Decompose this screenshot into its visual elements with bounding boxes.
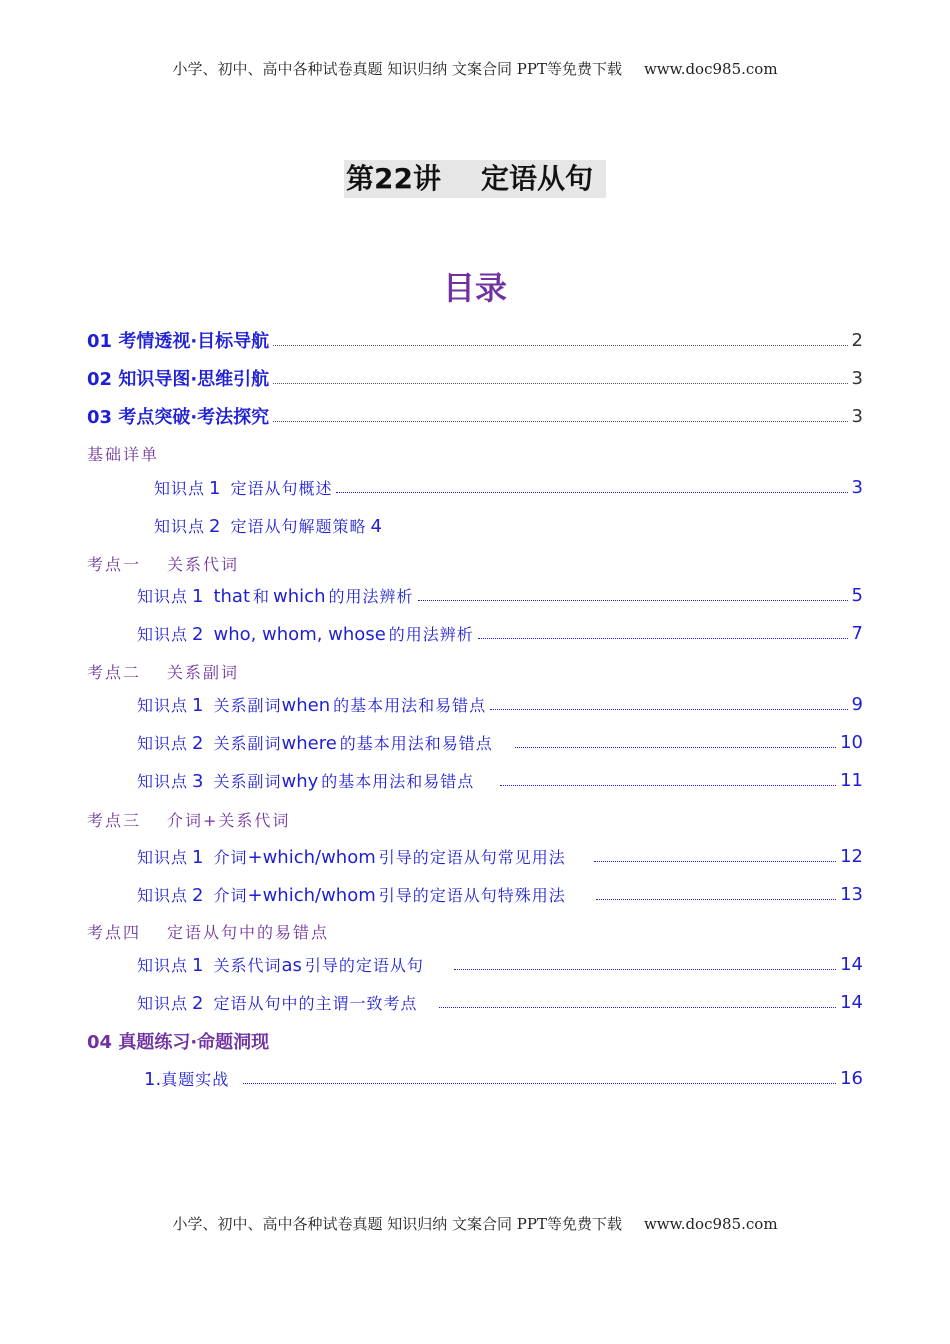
leader-dots — [596, 897, 836, 900]
header-banner — [0, 58, 950, 79]
toc-page-number: 7 — [851, 622, 863, 644]
toc-item[interactable] — [137, 691, 863, 717]
toc-section-03[interactable] — [87, 403, 863, 429]
banner-url[interactable]: www.doc985.com — [643, 60, 778, 78]
toc-group-label: 基础详单 — [87, 445, 160, 464]
lecture-number: 第22讲 — [346, 162, 441, 195]
leader-dots — [273, 381, 847, 384]
toc-page-number: 11 — [840, 769, 863, 791]
toc-page-number: 9 — [851, 693, 863, 715]
toc-item-label: 知识点 1 介词+which/whom 引导的定语从句常见用法 — [137, 846, 566, 868]
toc-page-number: 16 — [840, 1067, 863, 1089]
toc-page-number: 3 — [851, 367, 863, 389]
toc-page-number: 13 — [840, 883, 863, 905]
banner-text: 小学、初中、高中各种试卷真题 知识归纳 文案合同 PPT等免费下载 — [172, 1215, 622, 1233]
toc-group-1: 考点一 关系代词 — [87, 555, 240, 574]
toc-group-3: 考点三 介词+关系代词 — [87, 811, 291, 830]
footer-banner — [0, 1213, 950, 1234]
leader-dots — [490, 707, 847, 710]
lecture-topic: 定语从句 — [480, 162, 593, 195]
toc-item-label: 知识点 3 关系副词why 的基本用法和易错点 — [137, 770, 475, 792]
toc-item-label: 知识点 1 关系代词as 引导的定语从句 — [137, 954, 424, 976]
toc-item-label: 知识点 2 定语从句中的主谓一致考点 — [137, 992, 418, 1014]
leader-dots — [243, 1081, 836, 1084]
toc-item[interactable] — [137, 989, 863, 1015]
toc-page-number: 3 — [851, 405, 863, 427]
banner-url[interactable]: www.doc985.com — [643, 1215, 778, 1233]
leader-dots — [478, 636, 848, 639]
toc-page-number: 12 — [840, 845, 863, 867]
toc-item-label: 知识点 1 that 和 which 的用法辨析 — [137, 585, 414, 607]
toc-group-basics — [87, 442, 159, 465]
leader-dots — [454, 967, 836, 970]
toc-page-number: 14 — [840, 953, 863, 975]
toc-section-label: 01 考情透视·目标导航 — [87, 331, 270, 352]
leader-dots — [336, 490, 847, 493]
toc-item[interactable] — [137, 620, 863, 646]
leader-dots — [515, 745, 836, 748]
toc-page-number: 3 — [851, 476, 863, 498]
toc-section-label: 03 考点突破·考法探究 — [87, 407, 270, 428]
leader-dots — [273, 343, 847, 346]
leader-dots — [500, 783, 836, 786]
toc-item[interactable] — [154, 512, 382, 538]
toc-section-label: 02 知识导图·思维引航 — [87, 369, 270, 390]
toc-page-number: 2 — [851, 329, 863, 351]
toc-item[interactable] — [137, 582, 863, 608]
leader-dots — [594, 859, 836, 862]
banner-text: 小学、初中、高中各种试卷真题 知识归纳 文案合同 PPT等免费下载 — [172, 60, 622, 78]
toc-item[interactable] — [137, 843, 863, 869]
toc-item[interactable] — [154, 474, 863, 500]
toc-section-label: 04 真题练习·命题洞现 — [87, 1032, 270, 1053]
toc-item-label: 1.真题实战 — [144, 1068, 230, 1090]
toc-heading: 目录 — [442, 269, 507, 307]
leader-dots — [273, 419, 847, 422]
toc-group-4: 考点四 定语从句中的易错点 — [87, 923, 330, 942]
toc-item[interactable] — [137, 729, 863, 755]
toc-item[interactable] — [137, 881, 863, 907]
toc-item-label: 知识点 1 关系副词when 的基本用法和易错点 — [137, 694, 487, 716]
toc-group-2: 考点二 关系副词 — [87, 663, 240, 682]
leader-dots — [439, 1005, 836, 1008]
leader-dots — [418, 598, 848, 601]
lecture-title — [344, 160, 606, 198]
toc-item-label: 知识点 2 定语从句解题策略 4 — [154, 515, 382, 537]
toc-item-label: 知识点 2 关系副词where 的基本用法和易错点 — [137, 732, 493, 754]
toc-page-number: 5 — [851, 584, 863, 606]
toc-item[interactable] — [144, 1065, 863, 1091]
toc-item[interactable] — [137, 951, 863, 977]
toc-item-label: 知识点 2 介词+which/whom 引导的定语从句特殊用法 — [137, 884, 566, 906]
toc-item-label: 知识点 1 定语从句概述 — [154, 477, 333, 499]
toc-item-label: 知识点 2 who, whom, whose 的用法辨析 — [137, 623, 474, 645]
toc-page-number: 10 — [840, 731, 863, 753]
toc-item[interactable] — [137, 767, 863, 793]
toc-section-01[interactable] — [87, 327, 863, 353]
toc-section-04[interactable] — [87, 1028, 269, 1054]
toc-page-number: 14 — [840, 991, 863, 1013]
toc-section-02[interactable] — [87, 365, 863, 391]
